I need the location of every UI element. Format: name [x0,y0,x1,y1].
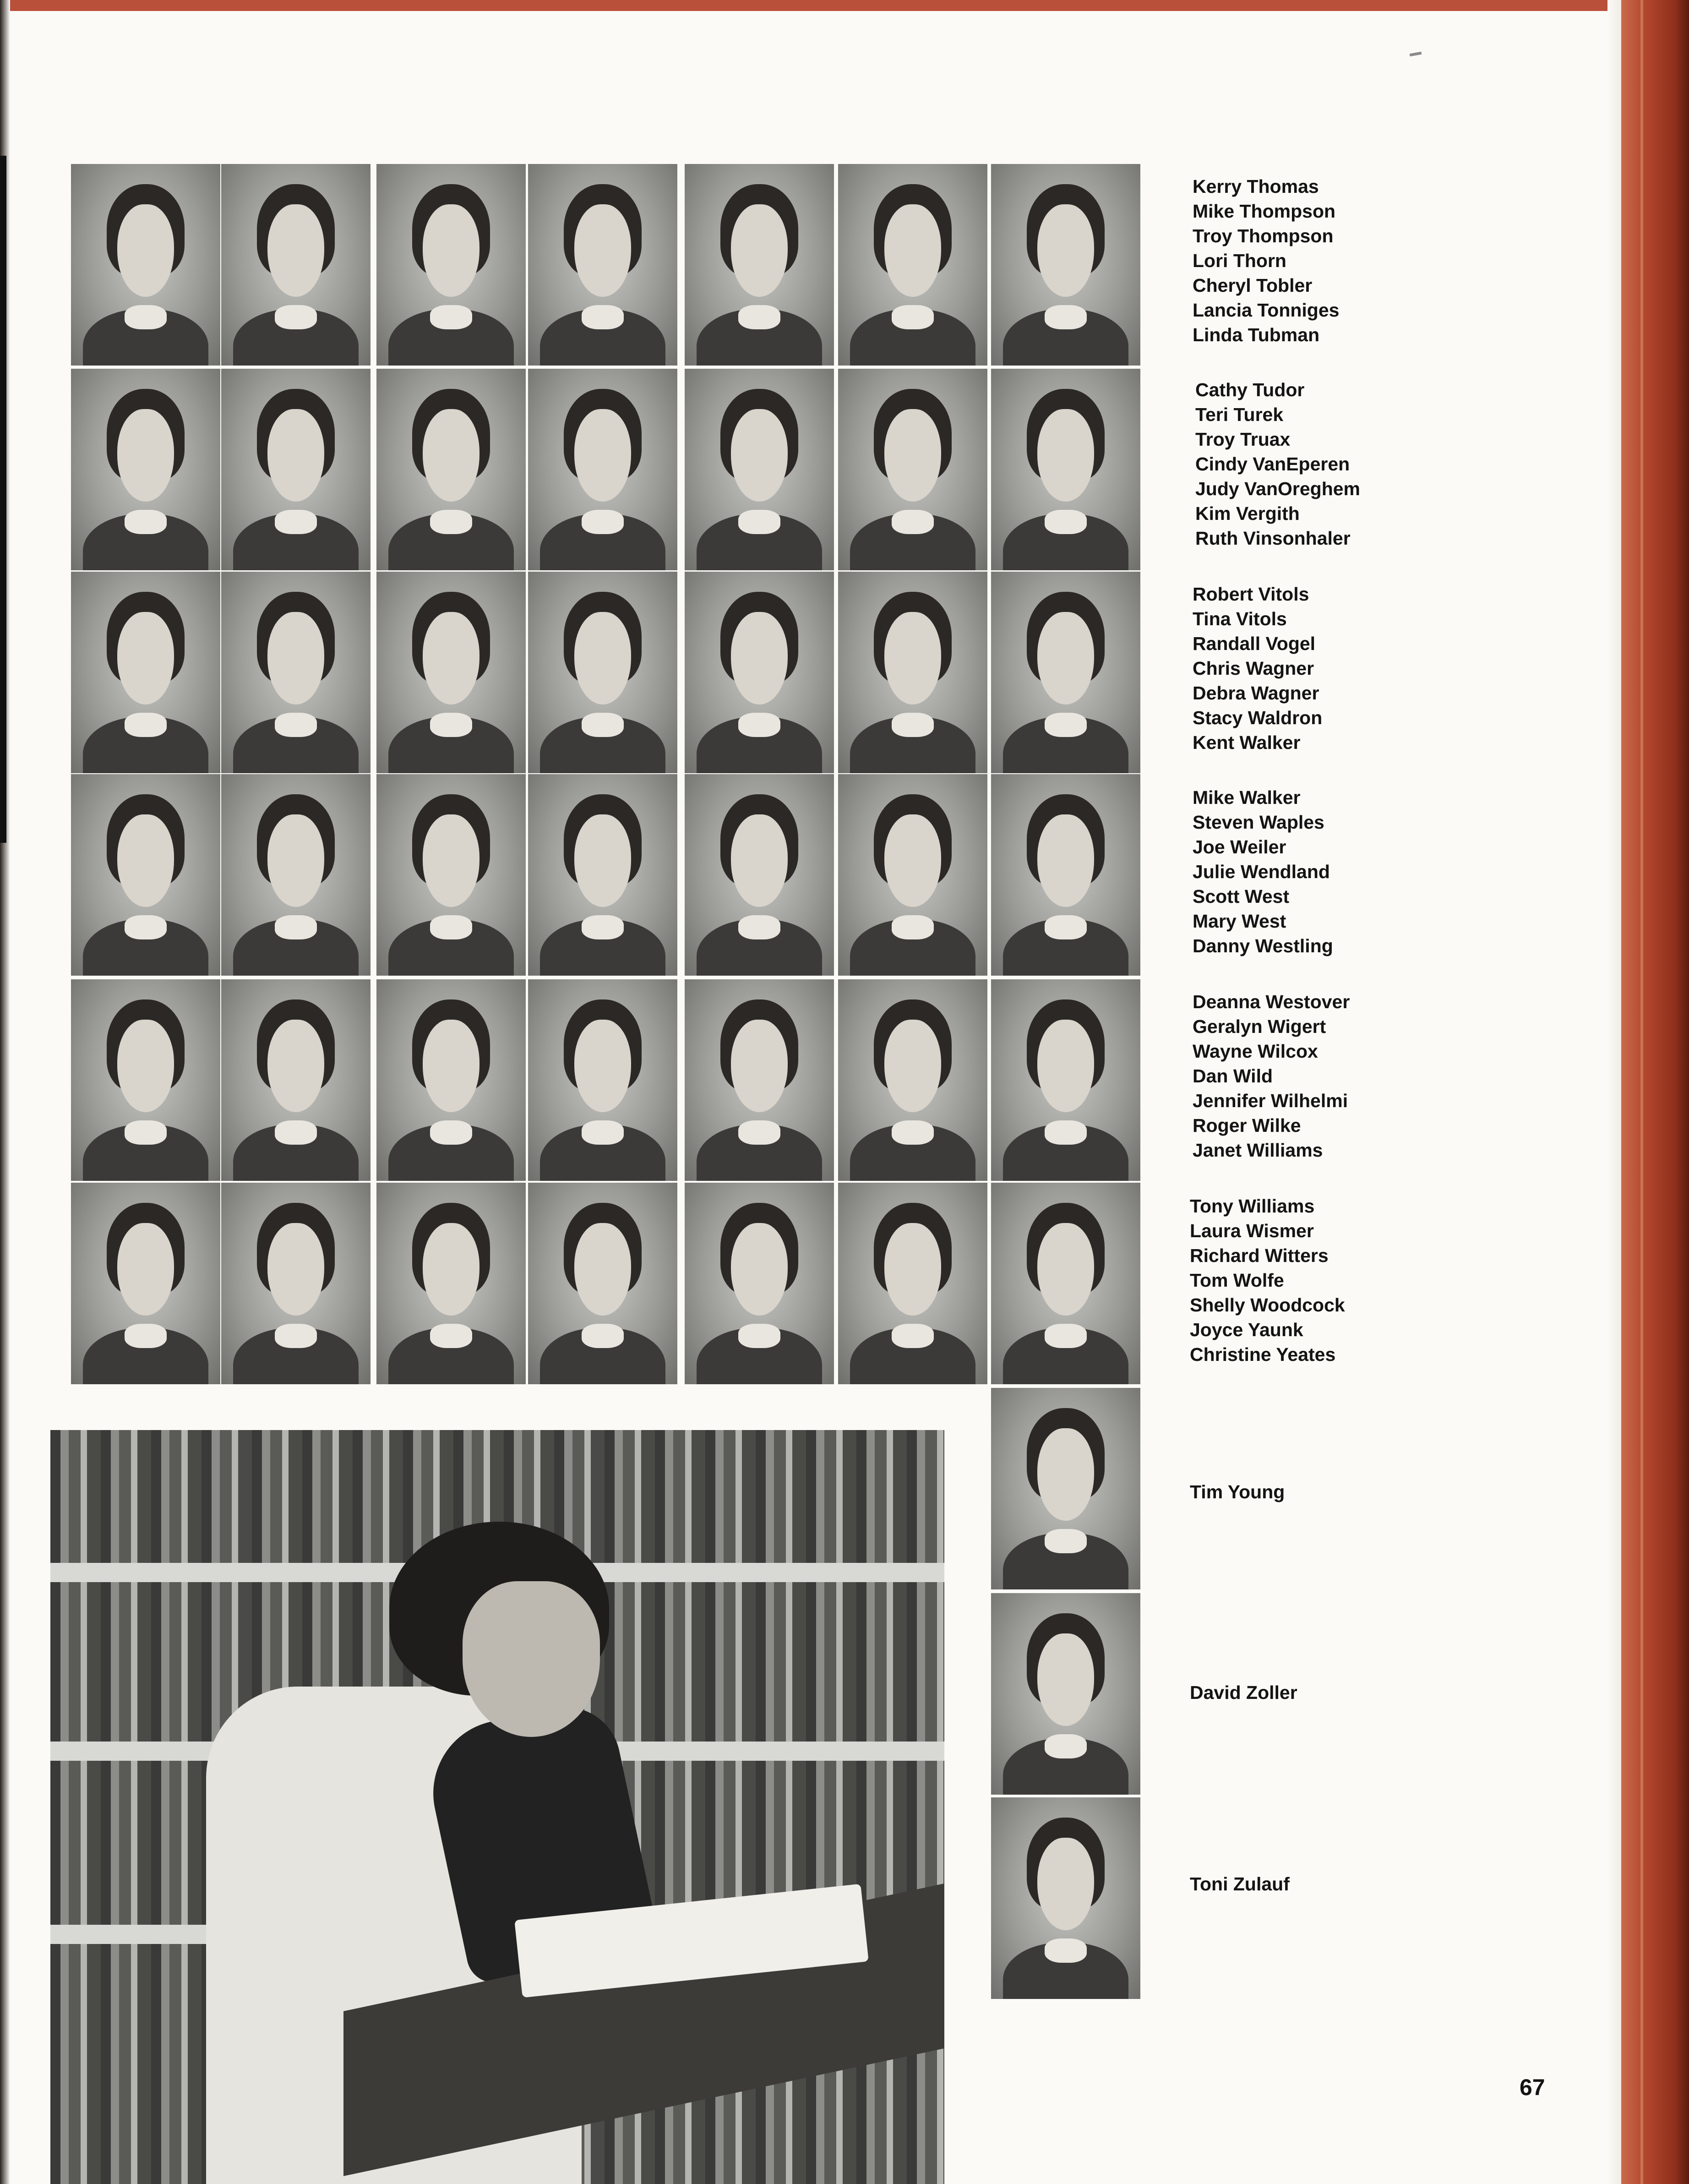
student-portrait [685,774,834,976]
student-portrait [221,369,370,570]
portrait-collar [582,1324,623,1348]
portrait-collar [892,305,933,329]
portrait-collar [582,1120,623,1145]
portrait-collar [1045,1324,1086,1348]
student-portrait [991,1388,1140,1589]
student-portrait [71,1183,220,1384]
portrait-collar [125,1324,166,1348]
student-portrait [71,369,220,570]
student-name: Geralyn Wigert [1193,1016,1326,1037]
portrait-face [117,1223,174,1316]
portrait-face [423,1223,479,1316]
student-portrait [838,774,987,976]
portrait-face [423,1020,479,1112]
portrait-collar [275,713,316,737]
portrait-face [1037,1428,1094,1521]
student-portrait [221,979,370,1181]
student-name: Troy Thompson [1193,225,1334,246]
portrait-collar [738,510,780,534]
portrait-collar [892,713,933,737]
portrait-face [117,409,174,502]
student-name: Tom Wolfe [1190,1270,1284,1291]
student-name: Tony Williams [1190,1196,1315,1217]
portrait-collar [738,305,780,329]
portrait-face [574,1020,631,1112]
student-portrait [221,774,370,976]
portrait-face [731,409,788,502]
student-name: Lori Thorn [1193,250,1286,271]
portrait-face [884,1020,941,1112]
student-portrait [991,1593,1140,1795]
portrait-collar [125,713,166,737]
student-name: Janet Williams [1193,1140,1323,1161]
portrait-face [884,204,941,297]
portrait-face [267,1020,324,1112]
portrait-collar [582,305,623,329]
student-name: Christine Yeates [1190,1344,1336,1365]
portrait-face [731,612,788,704]
portrait-face [731,1020,788,1112]
student-portrait [838,1183,987,1384]
portrait-face [731,1223,788,1316]
student-name: Mike Thompson [1193,201,1336,222]
student-name: Cathy Tudor [1195,379,1305,400]
student-name: Joyce Yaunk [1190,1319,1303,1340]
portrait-face [117,204,174,297]
portrait-face [574,1223,631,1316]
book-cover-edge [1621,0,1689,2184]
student-portrait [838,164,987,366]
student-portrait [71,164,220,366]
student-portrait [528,1183,677,1384]
student-portrait [685,369,834,570]
portrait-face [117,1020,174,1112]
student-portrait [71,774,220,976]
portrait-collar [1045,1734,1086,1758]
student-portrait [991,1183,1140,1384]
student-portrait [71,979,220,1181]
portrait-face [1037,1838,1094,1930]
portrait-face [267,612,324,704]
portrait-face [117,612,174,704]
portrait-face [884,409,941,502]
student-name: Chris Wagner [1193,658,1314,679]
portrait-face [1037,204,1094,297]
student-name: Kent Walker [1193,732,1301,753]
portrait-collar [125,1120,166,1145]
name-list-2 [1195,377,1360,551]
portrait-collar [125,915,166,939]
portrait-collar [738,1324,780,1348]
portrait-face [1037,612,1094,704]
portrait-face [731,204,788,297]
portrait-collar [582,713,623,737]
portrait-collar [1045,1938,1086,1963]
student-name: Shelly Woodcock [1190,1294,1345,1316]
student-name: Ruth Vinsonhaler [1195,528,1351,549]
student-name: Tina Vitols [1193,608,1287,629]
name-list-5 [1193,989,1350,1163]
portrait-collar [430,510,472,534]
portrait-collar [275,510,316,534]
portrait-collar [430,1120,472,1145]
portrait-face [423,409,479,502]
student-portrait [528,979,677,1181]
portrait-face [574,204,631,297]
portrait-face [1037,1223,1094,1316]
student-name: Randall Vogel [1193,633,1316,654]
portrait-face [1037,409,1094,502]
portrait-face [574,409,631,502]
cover-stripe [1640,0,1643,2184]
library-reading-photo [50,1430,944,2184]
portrait-collar [582,510,623,534]
student-name: Richard Witters [1190,1245,1329,1266]
portrait-collar [738,1120,780,1145]
portrait-collar [582,915,623,939]
student-name: Dan Wild [1193,1065,1273,1087]
portrait-collar [430,915,472,939]
student-portrait [376,1183,526,1384]
name-list-3 [1193,582,1322,755]
student-name: Roger Wilke [1193,1115,1301,1136]
binding-edge [0,156,6,843]
portrait-face [884,814,941,907]
student-name: Robert Vitols [1193,584,1309,605]
student-name: Cheryl Tobler [1193,275,1313,296]
student-portrait [838,369,987,570]
student-portrait [528,369,677,570]
portrait-face [267,814,324,907]
page-number: 67 [1520,2075,1545,2100]
portrait-collar [275,915,316,939]
student-portrait [685,164,834,366]
student-name: Jennifer Wilhelmi [1193,1090,1348,1111]
student-name: Julie Wendland [1193,861,1330,882]
student-portrait [376,572,526,773]
student-name: Deanna Westover [1193,991,1350,1012]
portrait-face [574,612,631,704]
student-name: Troy Truax [1195,429,1291,450]
portrait-face [267,204,324,297]
student-portrait [991,1797,1140,1999]
student-portrait [376,979,526,1181]
portrait-collar [275,1324,316,1348]
portrait-collar [738,915,780,939]
portrait-face [1037,814,1094,907]
portrait-face [267,1223,324,1316]
student-name: Linda Tubman [1193,324,1320,345]
portrait-collar [430,305,472,329]
portrait-collar [430,713,472,737]
portrait-collar [892,1324,933,1348]
student-face [463,1581,600,1737]
student-name: Kerry Thomas [1193,176,1319,197]
portrait-collar [1045,510,1086,534]
student-name: Wayne Wilcox [1193,1041,1318,1062]
portrait-face [884,612,941,704]
student-name: Cindy VanEperen [1195,453,1350,475]
student-name: David Zoller [1190,1682,1297,1703]
student-portrait [376,774,526,976]
student-name: Mike Walker [1193,787,1301,808]
portrait-collar [892,510,933,534]
student-portrait [376,164,526,366]
portrait-collar [1045,713,1086,737]
student-portrait [991,369,1140,570]
portrait-collar [430,1324,472,1348]
portrait-collar [1045,915,1086,939]
student-name: Judy VanOreghem [1195,478,1361,499]
student-portrait [528,774,677,976]
student-portrait [685,1183,834,1384]
student-portrait [838,979,987,1181]
student-portrait [991,979,1140,1181]
portrait-face [884,1223,941,1316]
portrait-collar [738,713,780,737]
student-portrait [685,572,834,773]
student-name: Scott West [1193,886,1290,907]
portrait-collar [125,510,166,534]
student-portrait [376,369,526,570]
student-portrait [991,572,1140,773]
portrait-collar [1045,1120,1086,1145]
portrait-face [1037,1020,1094,1112]
portrait-collar [892,1120,933,1145]
student-name: Joe Weiler [1193,836,1286,857]
student-name: Mary West [1193,911,1286,932]
student-portrait [838,572,987,773]
student-portrait [71,572,220,773]
student-portrait [221,164,370,366]
student-name: Stacy Waldron [1193,707,1323,728]
portrait-face [423,814,479,907]
portrait-face [423,204,479,297]
name-list-1 [1193,174,1339,347]
student-portrait [991,164,1140,366]
student-name: Steven Waples [1193,812,1324,833]
portrait-face [423,612,479,704]
portrait-collar [892,915,933,939]
student-portrait [528,164,677,366]
student-portrait [221,572,370,773]
student-name: Laura Wismer [1190,1220,1314,1241]
portrait-collar [125,305,166,329]
student-portrait [221,1183,370,1384]
student-name: Kim Vergith [1195,503,1300,524]
name-list-6 [1190,1194,1345,1367]
portrait-collar [275,1120,316,1145]
student-name: Tim Young [1190,1481,1285,1502]
student-name: Teri Turek [1195,404,1284,425]
portrait-face [1037,1633,1094,1726]
student-portrait [528,572,677,773]
portrait-collar [1045,305,1086,329]
portrait-face [117,814,174,907]
student-name: Toni Zulauf [1190,1873,1290,1895]
page-top-edge [0,0,1630,11]
portrait-collar [1045,1529,1086,1553]
portrait-face [574,814,631,907]
portrait-face [731,814,788,907]
student-name: Debra Wagner [1193,682,1319,704]
name-list-4 [1193,785,1333,958]
student-portrait [991,774,1140,976]
student-name: Danny Westling [1193,935,1333,956]
student-portrait [685,979,834,1181]
portrait-face [267,409,324,502]
student-name: Lancia Tonniges [1193,300,1340,321]
portrait-collar [275,305,316,329]
